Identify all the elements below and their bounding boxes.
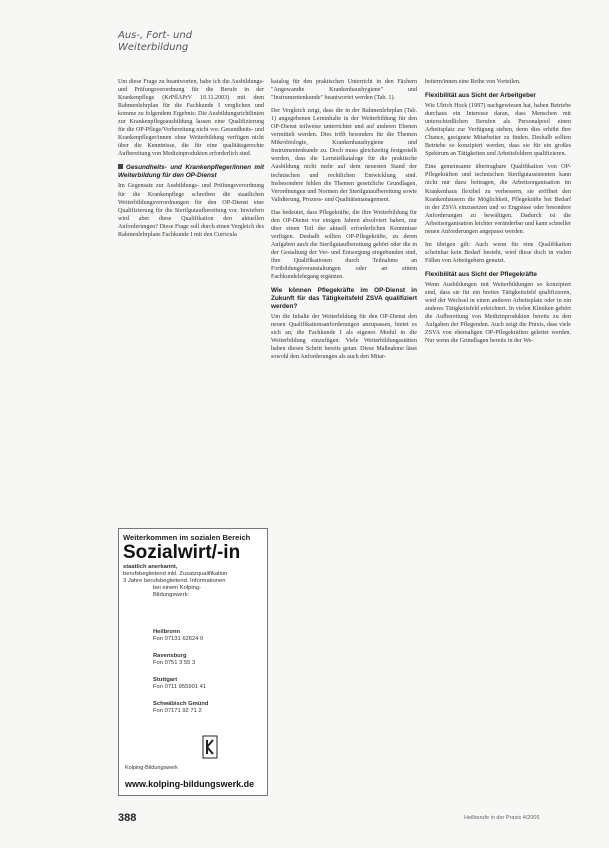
subheading: Wie können Pflegekräfte im OP-Dienst in Zukunft für das Tätigkeitsfeld ZSVA qualifiziert werden? bbox=[271, 287, 417, 311]
ad-line: berufsbegleitend inkl. Zusatzqualifikation bbox=[123, 571, 228, 577]
paragraph: Eine gemeinsame übertragbare Qualifikation von OP-Pflegekräften und technischen Sterilgutassistenten kann nicht nur dazu beitragen, die Arbeitsorganisation im Krankenhaus flexibel zu verbessern, sie eröffnet den Krankenhäusern die Möglichkeit, Pflegekräfte bei Bedarf in der ZSVA einzusetzen und so Engpässe oder besondere Anforderungen zu bewältigen. Dadurch ist die Arbeitsorganisation leichter veränderbar und kann schneller neuen Anforderungen angepasst werden. bbox=[425, 164, 571, 235]
ad-logo-text: Kolping-Bildungswerk bbox=[125, 765, 178, 771]
location-phone: Fon 07171 92 71 2 bbox=[153, 708, 202, 714]
ad-website-link[interactable]: www.kolping-bildungswerk.de bbox=[125, 779, 255, 789]
paragraph: Der Vergleich zeigt, dass die in der Rahmenlehrplan (Tab. 1) angegebenen Lerninhalte in der Weiterbildung für den OP-Dienst teilweise unterrichtet und auf anderen Ebenen vermittelt werden. Dies trifft besonders für die Themen Mikrobiologie, Krankenhaushygiene und Instrumentenkunde zu. Doch muss gleichzeitig festgestellt werden, dass die Lernzielkataloge für die praktische Ausbildung nicht mehr auf dem neuesten Stand der technischen und rechtlichen Entwicklung sind. Insbesondere fehlen die Themen gesetzliche Grundlagen, Verordnungen und Normen der Sterilgutaufbereitung sowie Validierung, Prozess- und Qualitätsmanagement. bbox=[271, 108, 417, 203]
ad-location bbox=[153, 701, 208, 715]
ad-location bbox=[153, 629, 203, 643]
page-footer: Heilberufe in der Praxis 4/2005 bbox=[464, 815, 540, 821]
location-name: Stuttgart bbox=[153, 677, 178, 683]
ad-tagline: Weiterkommen im sozialen Bereich bbox=[123, 533, 251, 542]
location-phone: Fon 0711 955901 41 bbox=[153, 684, 207, 690]
ad-location bbox=[153, 677, 206, 691]
ad-line: bei einem Kolping- bbox=[153, 585, 202, 591]
location-name: Schwäbisch Gmünd bbox=[153, 701, 209, 707]
location-name: Heilbronn bbox=[153, 629, 181, 635]
text-column-2 bbox=[271, 78, 417, 366]
text-column-3 bbox=[425, 78, 571, 350]
subheading-text: Gesundheits- und Krankenpfleger/innen mit Weiterbildung für den OP-Dienst bbox=[118, 164, 264, 180]
location-name: Ravensburg bbox=[153, 653, 187, 659]
location-phone: Fon 0751 3 55 3 bbox=[153, 660, 196, 666]
kolping-logo-icon bbox=[123, 734, 263, 764]
subheading bbox=[118, 164, 264, 180]
paragraph: Das bedeutet, dass Pflegekräfte, die ihre Weiterbildung für den OP-Dienst vor einigen Jahren absolviert haben, nur über einen Teil der aktuell erforderlichen Kenntnisse verfügen. Deshalb sollten OP-Pflegekräfte, zu deren Aufgaben auch die Sterilgutaufbereitung gehört oder die in der Gestaltung der Ver- und Entsorgung eingebunden sind, ihre Qualifikationen durch Teilnahme an Fortbildungsveranstaltungen oder an einem Fachkundelehrgang ergänzen. bbox=[271, 209, 417, 281]
paragraph: beitern/innen eine Reihe von Vorteilen. bbox=[425, 79, 521, 85]
location-phone: Fon 07131 62624 0 bbox=[153, 636, 204, 642]
header-line-1: Aus-, Fort- und bbox=[118, 30, 193, 41]
ad-line: staatlich anerkannt, bbox=[123, 564, 178, 570]
header-line-2: Weiterbildung bbox=[118, 42, 189, 53]
section-header bbox=[118, 30, 192, 54]
ad-location bbox=[153, 653, 195, 667]
text-column-1 bbox=[118, 78, 264, 244]
advertisement[interactable] bbox=[118, 528, 268, 796]
ad-line: 3 Jahre berufsbegleitend. Informationen bbox=[123, 578, 226, 584]
paragraph: Im Gegensatz zur Ausbildungs- und Prüfungsverordnung für die Krankenpflege schreiben die staatlichen Weiterbildungsverordnungen für den OP-Dienst eine Qualifizierung für die Sterilgutaufbereitung vor. Inwiefern wird aber diese Qualifikation den aktuellen Anforderungen? Diese Frage soll durch einen Vergleich des Rahmenlehrplans Fachkunde I mit den Curricula bbox=[118, 183, 264, 238]
ad-title: Sozialwirt/-in bbox=[123, 542, 241, 563]
bullet-square-icon bbox=[118, 164, 123, 169]
subheading: Flexibilität aus Sicht der Pflegekräfte bbox=[425, 270, 537, 278]
paragraph: Um die Inhalte der Weiterbildung für den OP-Dienst den neuen Qualifikationsanforderungen anzupassen, bietet es sich an, die Fachkunde I als eigenes Modul in die Weiterbildung einzufügen. Viele Weiterbildungsstätten haben diesen Schritt bereits getan. Diese Maßnahme lässt sowohl den Anforderungen als auch den Mitar- bbox=[271, 314, 417, 361]
paragraph: Im übrigen gilt: Auch wenn für eine Qualifikation scheinbar kein Bedarf besteht, wird diese doch in vielen Fällen von Arbeitgebern genutzt. bbox=[425, 241, 571, 264]
page-number: 388 bbox=[118, 812, 137, 824]
ad-line: Bildungswerk: bbox=[153, 592, 190, 598]
paragraph: katalog für den praktischen Unterricht in den Fächern "Angewandte Krankenhaushygiene" und "Instrumentenkunde" beantwortet werden (Tab. 1). bbox=[271, 79, 417, 102]
paragraph: Wie Ulrich Hock (1997) nachgewiesen hat, haben Betriebe durchaus ein Interesse daran, dass Menschen mit unterschiedlichen Berufen als Personalpool einen Arbeitsplatz zur Verfügung stehen, denn dies erhöht ihre Chance, geeignete Mitarbeiter zu finden. Deshalb sollten Betriebe so konzipiert werden, dass sie für ein großes Spektrum an Tätigkeiten und Arbeitsfeldern qualifizieren. bbox=[425, 103, 571, 158]
paragraph: Wenn Ausbildungen mit Weiterbildungen so konzipiert sind, dass sie für ein breites Tätigkeitsfeld qualifizieren, wird der Wechsel in einen anderen Arbeitsplatz oder in ein anderes Tätigkeitsfeld erleichtert. In vielen Kliniken gehört die Aufbereitung von Medizinprodukten bereits zu den Aufgaben der Pflegenden. Auch zeigt die Praxis, dass viele ZSVA von ehemaligen OP-Pflegekräften geleitet werden. Nur wenn die Grundlagen bereits in der We- bbox=[425, 281, 571, 345]
subheading: Flexibilität aus Sicht der Arbeitgeber bbox=[425, 92, 536, 100]
paragraph: Um diese Frage zu beantworten, habe ich die Ausbildungs- und Prüfungsverordnung für die Berufe in der Krankenpflege (KrPflAPrV 10.11.2003) mit dem Rahmenlehrplan für die Fachkunde I verglichen und komme zu folgendem Ergebnis: Die Ausbildungsrichtlinien zur Krankenpflegeausbildung lassen eine Qualifizierung für die OP-Pflege/Vorbereitung nicht vor. Gesundheits- und Krankenpfleger/innen ohne Weiterbildung verfügen nicht über die Kenntnisse, die für eine qualitätsgerechte Aufbereitung von Medizinprodukten erforderlich sind. bbox=[118, 79, 264, 158]
